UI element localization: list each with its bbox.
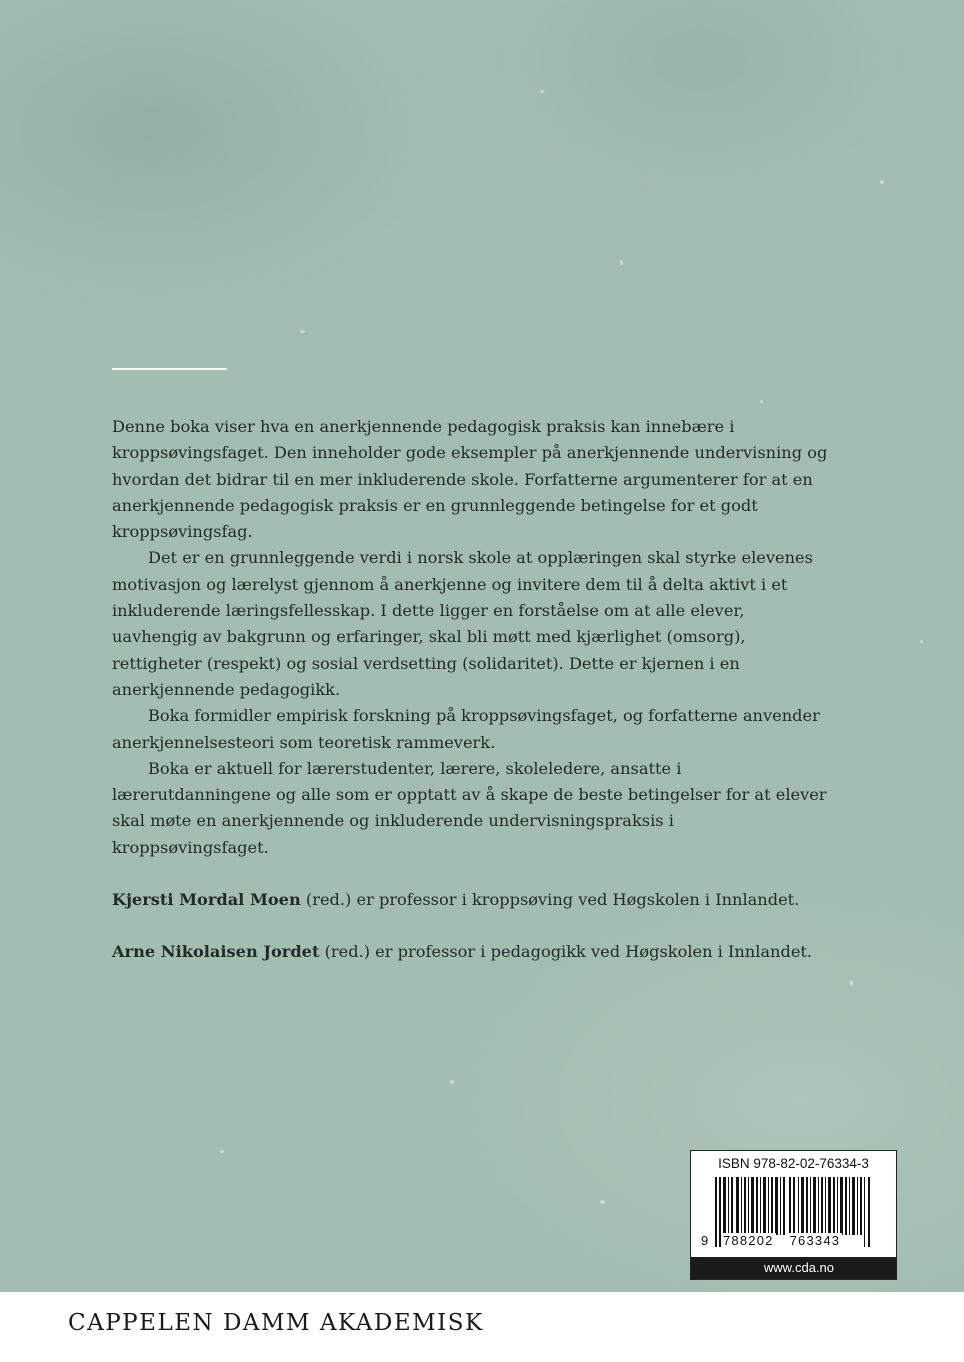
author-bio-text-1: (red.) er professor i kroppsøving ved Høgskolen i Innlandet. bbox=[300, 890, 800, 910]
description-text bbox=[112, 414, 832, 966]
author-bio-text-2: (red.) er professor i pedagogikk ved Høgskolen i Innlandet. bbox=[319, 942, 813, 962]
publisher-website: www.cda.no bbox=[691, 1257, 896, 1279]
isbn-barcode-box bbox=[690, 1150, 897, 1280]
isbn-digits-left: 788202 bbox=[723, 1233, 774, 1248]
decorative-rule bbox=[112, 368, 227, 370]
publisher-logo: CAPPELEN DAMM AKADEMISK bbox=[68, 1310, 484, 1336]
paragraph-2: Det er en grunnleggende verdi i norsk skole at opplæringen skal styrke elevenes motivasjon og lærelyst gjennom å anerkjenne og invitere dem til å delta aktivt i et inkluderende læringsfellesskap. I dette ligger en forståelse om at alle elever, uavhengig av bakgrunn og erfaringer, skal bli møtt med kjærlighet (omsorg), rettigheter (respekt) og sosial verdsetting (solidaritet). Dette er kjernen i en anerkjennende pedagogikk. bbox=[112, 548, 813, 699]
author-name-2: Arne Nikolaisen Jordet bbox=[112, 942, 320, 962]
author-name-1: Kjersti Mordal Moen bbox=[112, 890, 301, 910]
author-bio-2 bbox=[112, 939, 832, 965]
paragraph-4: Boka er aktuell for lærerstudenter, lærere, skoleledere, ansatte i lærerutdanningene og alle som er opptatt av å skape de beste betingelser for at elever skal møte en anerkjennende og inkluderende undervisningspraksis i kroppsøvingsfaget. bbox=[112, 758, 827, 857]
paragraph-1: Denne boka viser hva en anerkjennende pedagogisk praksis kan innebære i kroppsøvingsfaget. Den inneholder gode eksempler på anerkjennende undervisning og hvordan det bidrar til en mer inkluderende skole. Forfatterne argumenterer for at en anerkjennende pedagogisk praksis er en grunnleggende betingelse for et godt kroppsøvingsfag. bbox=[112, 417, 828, 542]
isbn-digit-first: 9 bbox=[701, 1233, 715, 1248]
isbn-digits bbox=[701, 1233, 887, 1248]
isbn-label: ISBN 978-82-02-76334-3 bbox=[718, 1156, 869, 1171]
author-bio-1 bbox=[112, 887, 832, 913]
paragraph-3: Boka formidler empirisk forskning på kroppsøvingsfaget, og forfatterne anvender anerkjennelsesteori som teoretisk rammeverk. bbox=[112, 706, 820, 752]
isbn-digits-right: 763343 bbox=[789, 1233, 841, 1248]
